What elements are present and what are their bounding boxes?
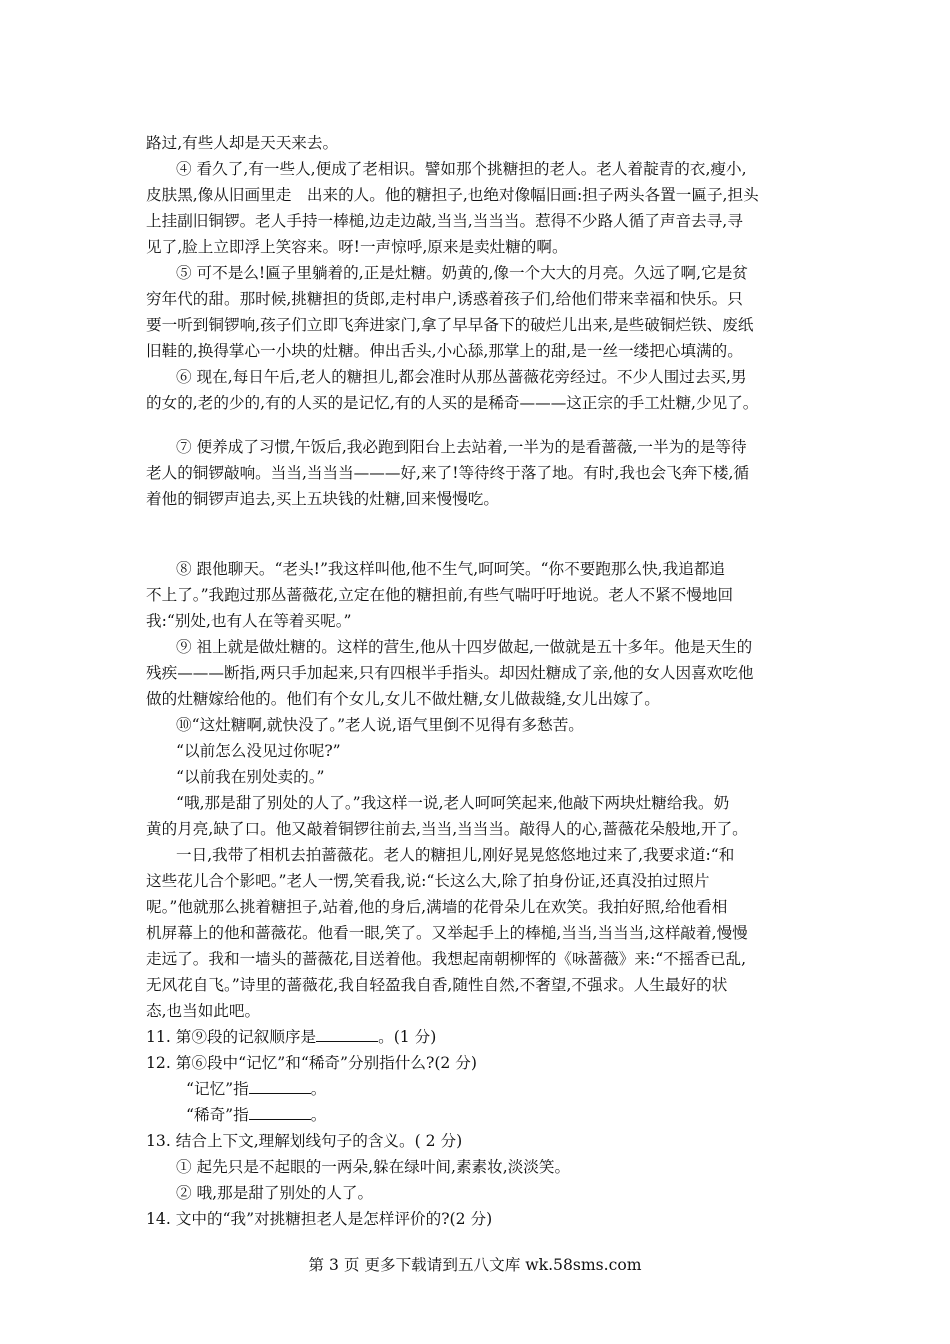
paragraph-last-line: 这些花儿合个影吧。”老人一愣,笑看我,说:“长这么大,除了拍身份证,还真没拍过照片 (146, 872, 710, 890)
dialogue-line: “以前我在别处卖的。” (176, 768, 325, 786)
paragraph-last-line: 机屏幕上的他和蔷薇花。他看一眼,笑了。又举起手上的棒槌,当当,当当当,这样敲着,慢慢 (146, 924, 748, 942)
paragraph-last-line: 走远了。我和一墙头的蔷薇花,目送着他。我想起南朝柳恽的《咏蔷薇》来:“不摇香已乱, (146, 950, 747, 968)
paragraph-4-line: 皮肤黑,像从旧画里走 出来的人。他的糖担子,也绝对像幅旧画:担子两头各置一匾子,担头 (146, 186, 759, 204)
question-11-score: 。(1 分) (378, 1028, 437, 1046)
paragraph-7-line: 着他的铜锣声追去,买上五块钱的灶糖,回来慢慢吃。 (146, 490, 499, 508)
paragraph-last-line: 一日,我带了相机去拍蔷薇花。老人的糖担儿,刚好晃晃悠悠地过来了,我要求道:“和 (176, 846, 735, 864)
question-11-text: 11. 第⑨段的记叙顺序是 (146, 1028, 317, 1046)
paragraph-7-line: ⑦ 便养成了习惯,午饭后,我必跑到阳台上去站着,一半为的是看蔷薇,一半为的是等待 (176, 438, 747, 456)
answer-blank[interactable] (316, 1024, 378, 1042)
question-14: 14. 文中的“我”对挑糖担老人是怎样评价的?(2 分) (146, 1210, 493, 1228)
paragraph-5-line: 穷年代的甜。那时候,挑糖担的货郎,走村串户,诱惑着孩子们,给他们带来幸福和快乐。只 (146, 290, 743, 308)
paragraph-4-line: ④ 看久了,有一些人,便成了老相识。譬如那个挑糖担的老人。老人着靛青的衣,瘦小, (176, 160, 747, 178)
paragraph-9-line: ⑨ 祖上就是做灶糖的。这样的营生,他从十四岁做起,一做就是五十多年。他是天生的 (176, 638, 753, 656)
rarity-label: “稀奇”指 (186, 1106, 249, 1124)
paragraph-8-line: ⑧ 跟他聊天。“老头!”我这样叫他,他不生气,呵呵笑。“你不要跑那么快,我追都追 (176, 560, 726, 578)
page-footer: 第 3 页 更多下载请到五八文库 wk.58sms.com (308, 1256, 642, 1274)
question-11 (146, 1024, 818, 1050)
rarity-end: 。 (310, 1106, 327, 1124)
dialogue-line: “哦,那是甜了别处的人了。”我这样一说,老人呵呵笑起来,他敲下两块灶糖给我。奶 (176, 794, 730, 812)
paragraph-4-line: 上挂副旧铜锣。老人手持一棒槌,边走边敲,当当,当当当。惹得不少路人循了声音去寻,寻 (146, 212, 743, 230)
paragraph-last-line: 态,也当如此吧。 (146, 1002, 261, 1020)
dialogue-line: 黄的月亮,缺了口。他又敲着铜锣往前去,当当,当当当。敲得人的心,蔷薇花朵般地,开了。 (146, 820, 748, 838)
paragraph-6-line: ⑥ 现在,每日午后,老人的糖担儿,都会准时从那丛蔷薇花旁经过。不少人围过去买,男 (176, 368, 747, 386)
paragraph-last-line: 无风花自飞。”诗里的蔷薇花,我自轻盈我自香,随性自然,不奢望,不强求。人生最好的状 (146, 976, 728, 994)
paragraph-5-line: 旧鞋的,换得掌心一小块的灶糖。伸出舌头,小心舔,那掌上的甜,是一丝一缕把心填满的。 (146, 342, 743, 360)
question-13-item-1: ① 起先只是不起眼的一两朵,躲在绿叶间,素素妆,淡淡笑。 (176, 1158, 571, 1176)
memory-label: “记忆”指 (186, 1080, 249, 1098)
question-13-item-2: ② 哦,那是甜了别处的人了。 (176, 1184, 374, 1202)
paragraph-8-line: 不上了。”我跑过那丛蔷薇花,立定在他的糖担前,有些气喘吁吁地说。老人不紧不慢地回 (146, 586, 734, 604)
paragraph-10-line: ⑩“这灶糖啊,就快没了。”老人说,语气里倒不见得有多愁苦。 (176, 716, 584, 734)
dialogue-line: “以前怎么没见过你呢?” (176, 742, 341, 760)
memory-end: 。 (310, 1080, 327, 1098)
paragraph-4-line: 见了,脸上立即浮上笑容来。呀!一声惊呼,原来是卖灶糖的啊。 (146, 238, 568, 256)
paragraph-5-line: ⑤ 可不是么!匾子里躺着的,正是灶糖。奶黄的,像一个大大的月亮。久远了啊,它是贫 (176, 264, 748, 282)
paragraph-7-line: 老人的铜锣敲响。当当,当当当———好,来了!等待终于落了地。有时,我也会飞奔下楼,循 (146, 464, 750, 482)
paragraph-9-line: 做的灶糖嫁给他的。他们有个女儿,女儿不做灶糖,女儿做裁缝,女儿出嫁了。 (146, 690, 660, 708)
paragraph-9-line: 残疾———断指,两只手加起来,只有四根半手指头。却因灶糖成了亲,他的女人因喜欢吃他 (146, 664, 754, 682)
answer-blank[interactable] (249, 1102, 311, 1120)
question-12: 12. 第⑥段中“记忆”和“稀奇”分别指什么?(2 分) (146, 1054, 477, 1072)
paragraph-last-line: 呢。”他就那么挑着糖担子,站着,他的身后,满墙的花骨朵儿在欢笑。我拍好照,给他看相 (146, 898, 728, 916)
answer-blank[interactable] (249, 1076, 311, 1094)
paragraph-6-line: 的女的,老的少的,有的人买的是记忆,有的人买的是稀奇———这正宗的手工灶糖,少见了。 (146, 394, 759, 412)
paragraph-8-line: 我:“别处,也有人在等着买呢。” (146, 612, 352, 630)
question-13: 13. 结合上下文,理解划线句子的含义。( 2 分) (146, 1132, 463, 1150)
text-line: 路过,有些人却是天天来去。 (146, 134, 339, 152)
question-12-rarity (186, 1102, 818, 1128)
paragraph-5-line: 要一听到铜锣响,孩子们立即飞奔进家门,拿了早早备下的破烂儿出来,是些破铜烂铁、废纸 (146, 316, 754, 334)
question-12-memory (186, 1076, 818, 1102)
